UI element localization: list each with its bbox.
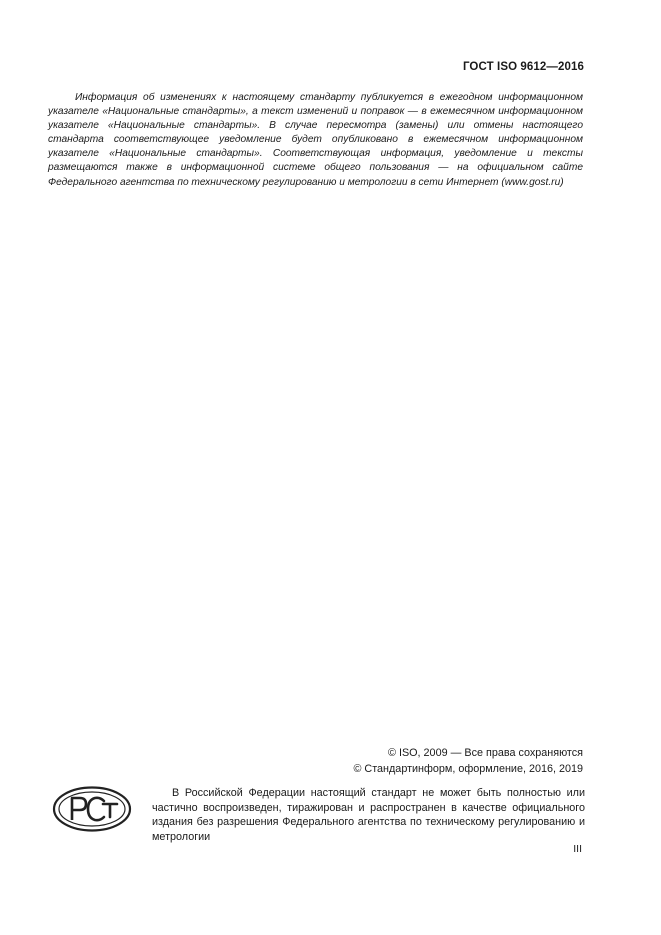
info-paragraph: Информация об изменениях к настоящему стандарту публикуется в ежегодном информационном указателе «Национальные стандарты», а текст изменений и поправок — в ежемесячном информационном указателе «Национальные стандарты». В случае пересмотра (замены) или отмены настоящего стандарта соответствующее уведомление будет опубликовано в ежемесячном информационном указателе «Национальные стандарты». Соответствующая информация, уведомление и тексты размещаются также в информационной системе общего пользования — на официальном сайте Федерального агентства по техническому регулированию и метрологии в сети Интернет (www.gost.ru) bbox=[48, 92, 583, 188]
copyright-iso: © ISO, 2009 — Все права сохраняются bbox=[388, 747, 583, 759]
page-number: III bbox=[573, 843, 582, 855]
rst-mark-icon bbox=[52, 786, 132, 832]
rst-logo-graphic bbox=[52, 786, 132, 832]
copyright-block bbox=[353, 745, 583, 777]
copyright-standartinform: © Стандартинформ, оформление, 2016, 2019 bbox=[353, 763, 583, 776]
standard-code: ГОСТ ISO 9612—2016 bbox=[462, 61, 584, 73]
rights-notice: В Российской Федерации настоящий стандарт не может быть полностью или частично воспроизведен, тиражирован и распространен в качестве официального издания без разрешения Федерального агентства по техническому регулированию и метрологии bbox=[152, 787, 585, 843]
